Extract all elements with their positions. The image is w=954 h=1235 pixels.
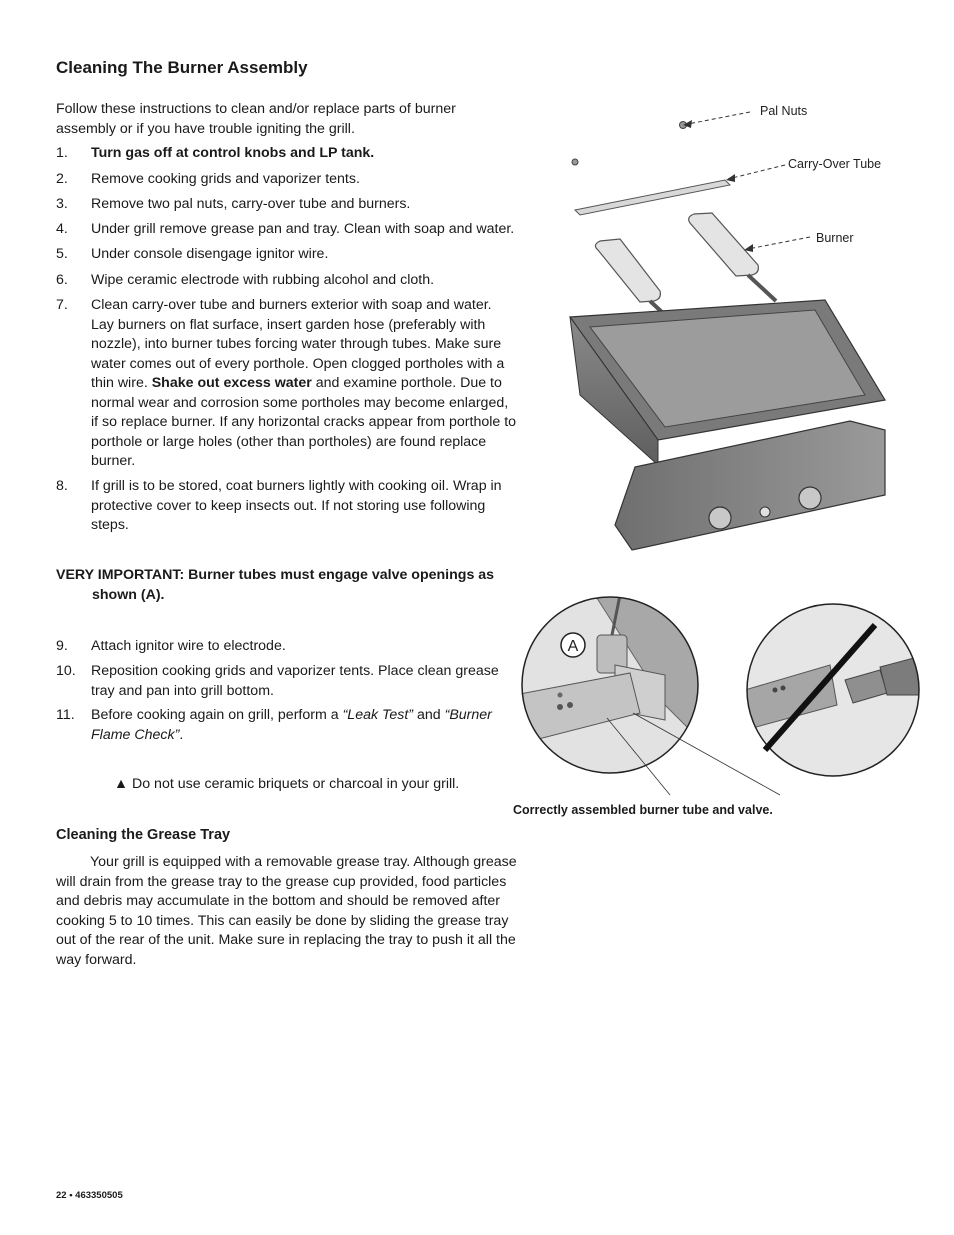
step-number: 7. [56, 297, 68, 313]
air-shutter-hole-shape [567, 702, 573, 708]
grill-exploded-diagram [520, 95, 940, 565]
step-number: 9. [56, 638, 68, 654]
step-2 [56, 170, 518, 190]
important-note: VERY IMPORTANT: Burner tubes must engage valve openings as shown (A). [56, 567, 495, 603]
air-shutter-hole-shape [558, 693, 563, 698]
grease-paragraph: Your grill is equipped with a removable grease tray. Although grease will drain from the grease tray to the grease cup provided, food particles and debris may accumulate in the bottom and should be removed after cooking 5 to 10 times. This can easily be done by sliding the grease tray out of the rear of the unit. Make sure in replacing the tray to push it all the way forward. [56, 854, 517, 968]
burner-shape [689, 213, 759, 276]
control-knob-shape [799, 487, 821, 509]
step-text: Under grill remove grease pan and tray. Clean with soap and water. [91, 221, 515, 237]
step-text: Clean carry-over tube and burners exterior with soap and water. Lay burners on flat surface, insert garden hose (preferably with nozzle), into burner tubes forcing water through tubes. Make sure water comes out of every porthole. Open clogged portholes with a thin wire. Shake out excess water and examine porthole. Due to normal wear and corrosion some portholes may become enlarged, if so replace burner. If any horizontal cracks appear from porthole to porthole or large holes (other than portholes) are found replace burner. [91, 297, 517, 469]
label-pal-nuts: Pal Nuts [760, 104, 808, 118]
page-title: Cleaning The Burner Assembly [56, 58, 308, 77]
step-5 [56, 245, 518, 265]
page-footer: 22 • 463350505 [56, 1190, 123, 1201]
step-number: 4. [56, 221, 68, 237]
arrowhead-shape [726, 174, 735, 182]
warning-note: ▲ Do not use ceramic briquets or charcoal in your grill. [114, 776, 460, 792]
step-6 [56, 271, 518, 291]
step-7 [56, 296, 518, 472]
step-number: 6. [56, 272, 68, 288]
step-8 [56, 477, 518, 536]
step-number: 10. [56, 663, 76, 679]
step-11 [56, 706, 506, 745]
air-shutter-hole-shape [773, 688, 778, 693]
burner-tube-shape [748, 275, 776, 301]
valve-detail-diagram [515, 595, 935, 800]
ignitor-button-shape [760, 507, 770, 517]
step-text: Under console disengage ignitor wire. [91, 246, 329, 262]
step-text: Before cooking again on grill, perform a “Leak Test” and “Burner Flame Check”. [91, 707, 492, 743]
callout-a-label: A [567, 638, 579, 655]
step-1 [56, 144, 518, 164]
step-text: Turn gas off at control knobs and LP tank. [91, 145, 375, 161]
step-text: If grill is to be stored, coat burners lightly with cooking oil. Wrap in protective cover to keep insects out. If not storing use following steps. [91, 478, 502, 533]
air-shutter-hole-shape [557, 704, 563, 710]
label-carry-over-tube: Carry-Over Tube [788, 157, 882, 171]
step-number: 3. [56, 196, 68, 212]
intro-paragraph: Follow these instructions to clean and/or replace parts of burner assembly or if you have trouble igniting the grill. [56, 101, 456, 137]
step-4 [56, 220, 518, 240]
burner-shape [595, 239, 660, 302]
step-number: 1. [56, 145, 68, 161]
emphasis: Shake out excess water [151, 375, 312, 391]
figure-caption: Correctly assembled burner tube and valve. [513, 803, 773, 817]
step-text: Attach ignitor wire to electrode. [91, 638, 286, 654]
leader-line-burner [748, 237, 810, 249]
step-3 [56, 195, 518, 215]
step-text: Remove cooking grids and vaporizer tents. [91, 171, 360, 187]
carry-over-tube-shape [575, 180, 730, 215]
step-10 [56, 662, 506, 701]
step-number: 8. [56, 478, 68, 494]
pal-nut-shape [572, 159, 578, 165]
leader-line-pal-nuts [688, 112, 750, 124]
air-shutter-hole-shape [781, 686, 786, 691]
step-number: 2. [56, 171, 68, 187]
step-number: 11. [56, 707, 75, 723]
step-9 [56, 637, 506, 657]
label-burner: Burner [816, 231, 854, 245]
control-knob-shape [709, 507, 731, 529]
step-text: Wipe ceramic electrode with rubbing alcohol and cloth. [91, 272, 435, 288]
step-text: Remove two pal nuts, carry-over tube and burners. [91, 196, 411, 212]
section-title-grease-tray: Cleaning the Grease Tray [56, 827, 231, 843]
step-number: 5. [56, 246, 68, 262]
leader-line-carry-over [728, 165, 785, 179]
step-text: Reposition cooking grids and vaporizer tents. Place clean grease tray and pan into grill bottom. [91, 663, 499, 699]
